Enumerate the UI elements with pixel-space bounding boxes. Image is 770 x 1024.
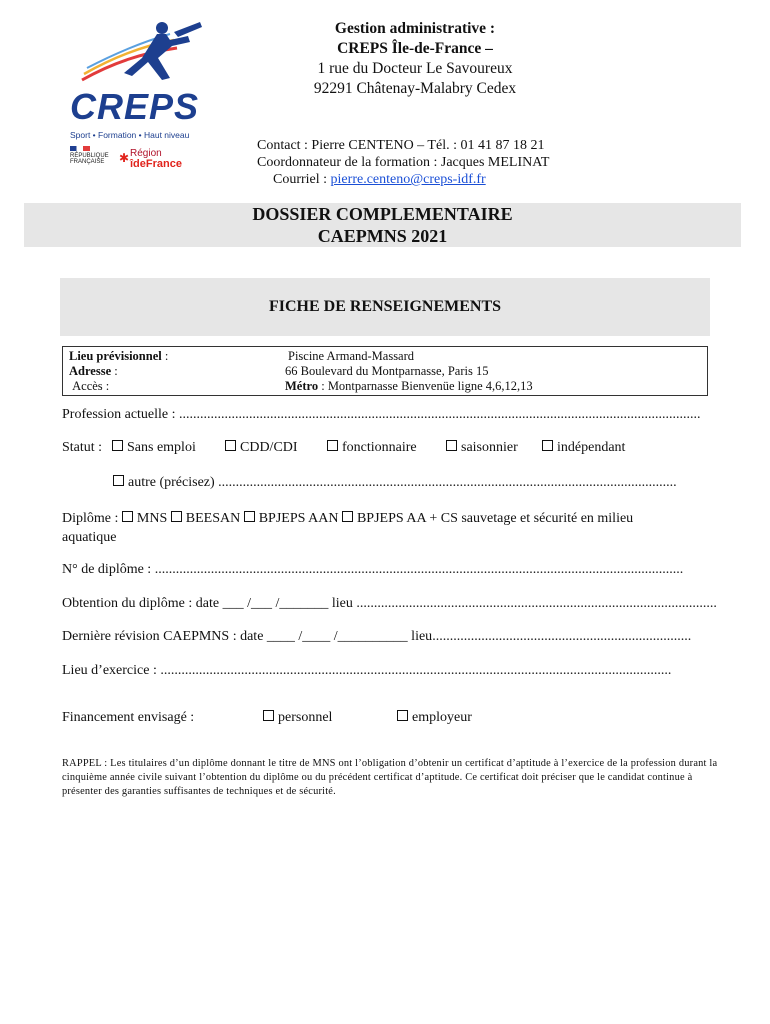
diplome-option-mns[interactable]: MNS [136, 511, 168, 526]
header-line4: 92291 Châtenay-Malabry Cedex [313, 80, 517, 97]
header-address [250, 19, 580, 99]
republique-francaise-logo [70, 146, 109, 165]
adresse-label: Adresse [69, 364, 112, 378]
contact-line1: Contact : Pierre CENTENO – Tél. : 01 41 87 18 21 [257, 138, 545, 153]
checkbox[interactable] [397, 710, 408, 721]
subtitle-text: FICHE DE RENSEIGNEMENTS [268, 298, 502, 315]
region-line1: Région [130, 148, 162, 159]
checkbox[interactable] [542, 440, 553, 451]
email-link[interactable]: pierre.centeno@creps-idf.fr [330, 172, 486, 187]
title-line1: DOSSIER COMPLEMENTAIRE [252, 204, 513, 224]
header-line1: Gestion administrative : [334, 20, 496, 37]
courriel-label: Courriel : [273, 172, 331, 187]
checkbox[interactable] [171, 511, 182, 522]
diplome-continuation: aquatique [62, 530, 117, 545]
region-line2: îdeFrance [130, 158, 182, 170]
statut-label: Statut : [62, 440, 103, 455]
checkbox[interactable] [113, 475, 124, 486]
diplome-option-bpjeps-aan[interactable]: BPJEPS AAN [258, 511, 339, 526]
diplome-option-bpjeps-aa-cs[interactable]: BPJEPS AA + CS sauvetage et sécurité en milieu [356, 511, 634, 526]
checkbox[interactable] [244, 511, 255, 522]
autre-field[interactable]: autre (précisez) ................................................................................................................................... [113, 475, 723, 491]
statut-option-fonctionnaire[interactable]: fonctionnaire [327, 440, 417, 456]
header-line2: CREPS Île-de-France – [337, 40, 493, 57]
obtention-label: Obtention du diplôme : date ___ /___ /_______ lieu [62, 596, 357, 611]
checkbox[interactable] [446, 440, 457, 451]
republique-line2: FRANÇAISE [70, 159, 105, 165]
statut-option-sans-emploi[interactable]: Sans emploi [112, 440, 196, 456]
creps-logo [62, 18, 212, 170]
lieu-values [285, 349, 533, 394]
checkbox[interactable] [263, 710, 274, 721]
statut-option-cdd-cdi[interactable]: CDD/CDI [225, 440, 298, 456]
numero-label: N° de diplôme : [62, 562, 155, 577]
rappel-note: RAPPEL : Les titulaires d’un diplôme donnant le titre de MNS ont l’obligation d’obtenir un certificat d’aptitude à l’exercice de la profession durant la cinquième année civile suivant l’obtention du diplôme ou du précédent certificat d’aptitude. Ce certificat doit préciser que le candidat continue à présenter des garanties suffisantes de techniques et de sécurité. [62, 758, 718, 797]
contact-block [257, 137, 597, 188]
numero-diplome-field[interactable]: N° de diplôme : ....................................................................................................................................................... [62, 562, 684, 577]
lieu-labels: Lieu prévisionnel : Adresse : Accès : [69, 349, 169, 393]
checkbox[interactable] [225, 440, 236, 451]
adresse-value: 66 Boulevard du Montparnasse, Paris 15 [285, 364, 489, 378]
checkbox[interactable] [327, 440, 338, 451]
section-subtitle [60, 278, 710, 336]
profession-field[interactable]: Profession actuelle : ..................................................................................................................................................... [62, 407, 701, 422]
diplome-label: Diplôme : [62, 511, 122, 526]
contact-line2: Coordonnateur de la formation : Jacques MELINAT [257, 155, 550, 170]
lieu-exercice-label: Lieu d’exercice : [62, 663, 161, 678]
document-title [24, 203, 741, 247]
checkbox[interactable] [122, 511, 133, 522]
statut-option-independant[interactable]: indépendant [542, 440, 625, 456]
autre-label: autre (précisez) [128, 475, 219, 490]
metro-label: Métro [285, 379, 319, 393]
french-flag-icon [70, 146, 90, 151]
region-star-icon: ✱ [119, 151, 130, 165]
region-idf-logo [119, 148, 182, 170]
logo-wordmark: CREPS [70, 86, 200, 127]
revision-field[interactable]: Dernière révision CAEPMNS : date ____ /____ /__________ lieu.......................................................................... [62, 629, 692, 644]
lieu-value: Piscine Armand-Massard [288, 349, 415, 363]
financement-label: Financement envisagé : [62, 710, 195, 725]
diplome-row [62, 509, 732, 547]
lieu-info-box [62, 346, 708, 396]
checkbox[interactable] [342, 511, 353, 522]
metro-value: : Montparnasse Bienvenüe ligne 4,6,12,13 [318, 379, 533, 393]
header-line3: 1 rue du Docteur Le Savoureux [317, 60, 513, 77]
diplome-option-beesan[interactable]: BEESAN [185, 511, 241, 526]
logo-tagline: Sport • Formation • Haut niveau [70, 130, 190, 140]
republique-line1: RÉPUBLIQUE [70, 153, 109, 159]
financement-option-employeur[interactable]: employeur [397, 710, 472, 726]
revision-label: Dernière révision CAEPMNS : date ____ /____ /__________ lieu [62, 629, 433, 644]
title-line2: CAEPMNS 2021 [317, 226, 448, 246]
lieu-exercice-field[interactable]: Lieu d’exercice : .................................................................................................................................................. [62, 663, 672, 678]
runner-icon [62, 18, 212, 88]
statut-row [62, 440, 732, 460]
lieu-label: Lieu prévisionnel [69, 349, 162, 363]
financement-option-personnel[interactable]: personnel [263, 710, 332, 726]
profession-label: Profession actuelle : [62, 407, 180, 422]
financement-row [62, 710, 732, 730]
obtention-field[interactable]: Obtention du diplôme : date ___ /___ /_______ lieu ....................................................................................................... [62, 596, 717, 611]
statut-option-saisonnier[interactable]: saisonnier [446, 440, 518, 456]
checkbox[interactable] [112, 440, 123, 451]
acces-label: Accès [72, 379, 103, 393]
